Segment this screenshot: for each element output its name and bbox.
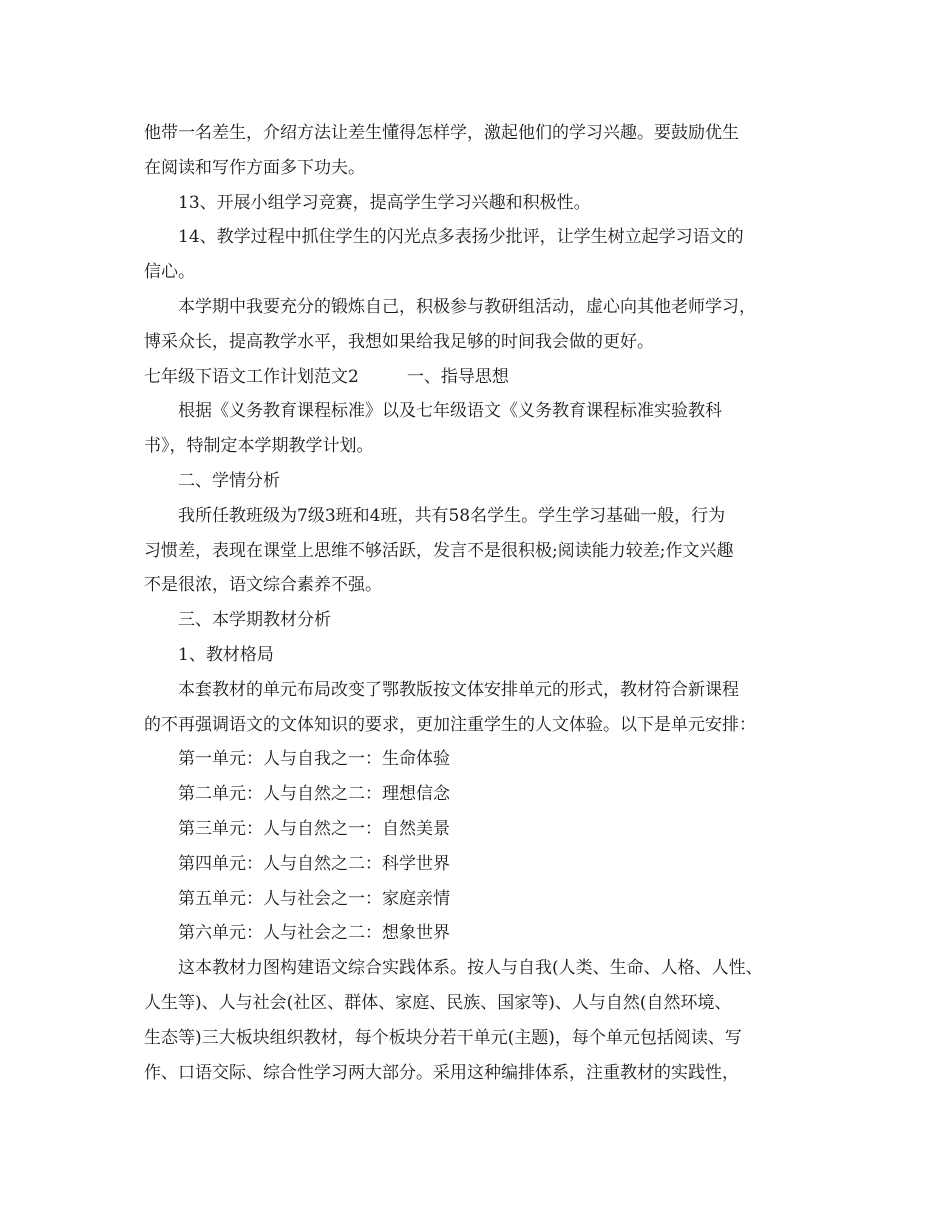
text-line: 本套教材的单元布局改变了鄂教版按文体安排单元的形式，教材符合新课程 xyxy=(178,679,739,700)
text-line: 根据《义务教育课程标准》以及七年级语文《义务教育课程标准实验教科 xyxy=(178,401,722,422)
paragraph-block-1 xyxy=(144,116,824,360)
text-line: 习惯差，表现在课堂上思维不够活跃，发言不是很积极;阅读能力较差;作文兴趣 xyxy=(144,540,734,561)
text-line: 我所任教班级为7级3班和4班，共有58名学生。学生学习基础一般，行为 xyxy=(178,505,726,526)
section-title: 七年级下语文工作计划范文2 xyxy=(144,366,359,387)
text-line: 博采众长，提高教学水平，我想如果给我足够的时间我会做的更好。 xyxy=(144,331,654,352)
section-subtitle: 一、指导思想 xyxy=(406,366,509,387)
document-body xyxy=(144,116,824,1090)
text-line: 13、开展小组学习竞赛，提高学生学习兴趣和积极性。 xyxy=(178,192,591,213)
text-line: 第四单元：人与自然之二：科学世界 xyxy=(178,853,450,874)
text-line: 不是很浓，语文综合素养不强。 xyxy=(144,575,382,596)
text-line: 第六单元：人与社会之二：想象世界 xyxy=(178,923,450,944)
text-line: 二、学情分析 xyxy=(178,470,280,491)
text-line: 人生等)、人与社会(社区、群体、家庭、民族、国家等)、人与自然(自然环境、 xyxy=(144,992,732,1013)
text-line: 第三单元：人与自然之一：自然美景 xyxy=(178,818,450,839)
text-line: 这本教材力图构建语文综合实践体系。按人与自我(人类、生命、人格、人性、 xyxy=(178,958,763,979)
text-line: 书》，特制定本学期教学计划。 xyxy=(144,436,374,457)
text-line: 第二单元：人与自然之二：理想信念 xyxy=(178,784,450,805)
text-line: 第一单元：人与自我之一：生命体验 xyxy=(178,749,450,770)
text-line: 在阅读和写作方面多下功夫。 xyxy=(144,157,365,178)
text-line: 的不再强调语文的文体知识的要求，更加注重学生的人文体验。以下是单元安排： xyxy=(144,714,756,735)
text-line: 生态等)三大板块组织教材，每个板块分若干单元(主题)，每个单元包括阅读、写 xyxy=(144,1027,742,1048)
text-line: 他带一名差生，介绍方法让差生懂得怎样学，激起他们的学习兴趣。要鼓励优生 xyxy=(144,123,739,143)
text-line: 1、教材格局 xyxy=(178,644,274,665)
text-line: 三、本学期教材分析 xyxy=(178,610,331,631)
text-line: 第五单元：人与社会之一：家庭亲情 xyxy=(178,888,450,909)
paragraph-block-2 xyxy=(144,394,824,1090)
section-heading xyxy=(144,360,824,395)
text-line: 本学期中我要充分的锻炼自己，积极参与教研组活动，虚心向其他老师学习， xyxy=(178,296,756,317)
text-line: 作、口语交际、综合性学习两大部分。采用这种编排体系，注重教材的实践性， xyxy=(144,1062,739,1083)
text-line: 信心。 xyxy=(144,262,195,283)
text-line: 14、教学过程中抓住学生的闪光点多表扬少批评，让学生树立起学习语文的 xyxy=(178,227,744,248)
